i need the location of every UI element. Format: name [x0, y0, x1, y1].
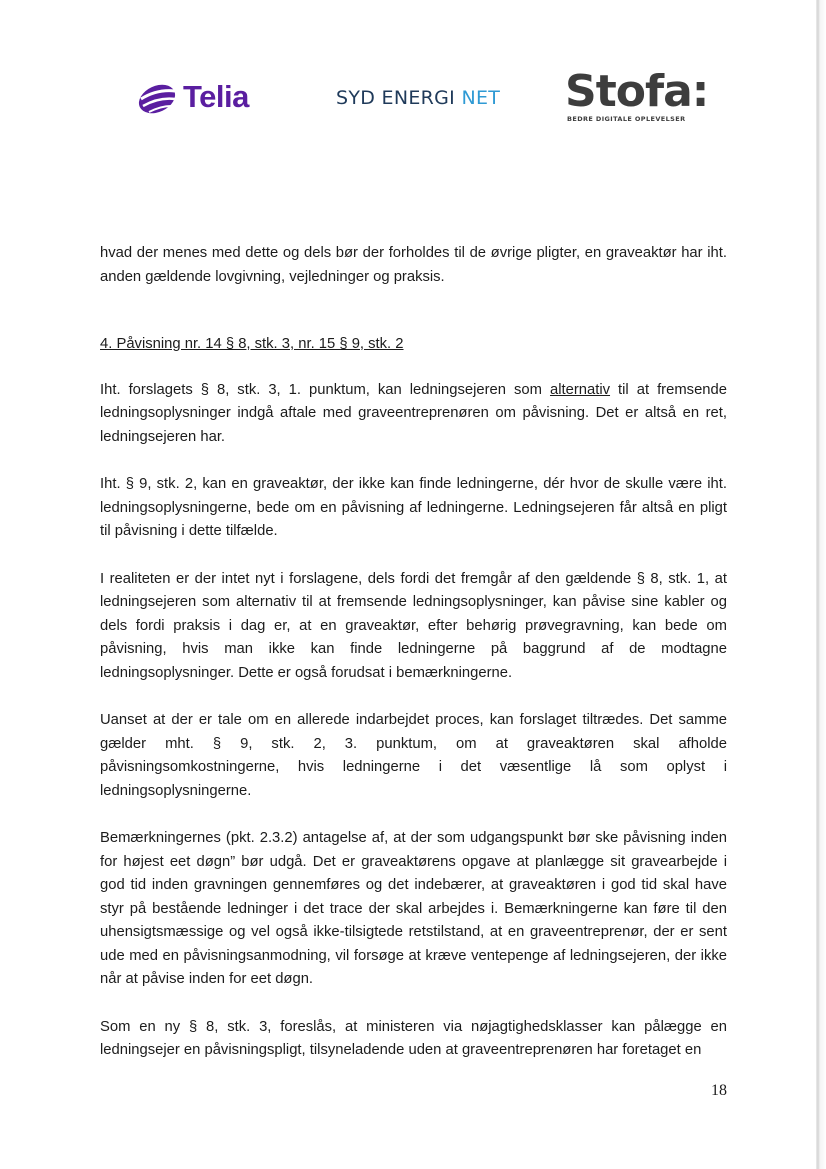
paragraph-6: Som en ny § 8, stk. 3, foreslås, at ministeren via nøjagtighedsklasser kan pålægge en ledningsejer en påvisningspligt, tilsyneladende uden at graveentreprenøren har foretaget en	[100, 1018, 727, 1058]
paragraph-1-before: Iht. forslagets § 8, stk. 3, 1. punktum, kan ledningsejeren som	[100, 381, 550, 398]
section-heading: 4. Påvisning nr. 14 § 8, stk. 3, nr. 15 § 9, stk. 2	[100, 336, 404, 352]
telia-wordmark: Telia	[183, 79, 249, 114]
syd-energi-net-logo	[336, 87, 500, 109]
paragraph-3: I realiteten er der intet nyt i forslagene, dels fordi det fremgår af den gældende § 8, stk. 1, at ledningsejeren som alternativ til at fremsende ledningsoplysninger, kan påvise sine kabler og dels fordi praksis i dag er, at en graveaktør, efter behørig prøvegravning, kan bede om påvisning, hvis man ikke kan finde ledningerne på baggrund af de modtagne ledningsoplysninger. Dette er også forudsat i bemærkningerne.	[100, 570, 727, 681]
telia-pebble-icon	[137, 77, 179, 119]
stofa-tagline: BEDRE DIGITALE OPLEVELSER	[567, 115, 686, 123]
telia-logo	[137, 75, 267, 125]
paragraph-1-underlined: alternativ	[549, 381, 611, 398]
syd-energi-wordmark: SYD ENERGI	[336, 87, 456, 109]
header-logos	[0, 0, 816, 140]
stofa-logo	[565, 66, 709, 123]
paragraph-4: Uanset at der er tale om en allerede indarbejdet proces, kan forslaget tiltrædes. Det samme gælder mht. § 9, stk. 2, 3. punktum, om at graveaktøren skal afholde påvisningsomkostningerne, hvis ledningerne i det væsentlige lå som oplyst i ledningsoplysningerne.	[100, 712, 727, 799]
page-number: 18	[711, 1082, 727, 1099]
paragraph-continuation: hvad der menes med dette og dels bør der forholdes til de øvrige pligter, en graveaktør har iht. anden gældende lovgivning, vejledninger og praksis.	[100, 245, 727, 285]
page-edge-shadow	[816, 0, 826, 1169]
stofa-wordmark: Stofa:	[565, 66, 709, 117]
paragraph-2: Iht. § 9, stk. 2, kan en graveaktør, der ikke kan finde ledningerne, dér hvor de skulle være iht. ledningsoplysningerne, bede om en påvisning af ledningerne. Ledningsejeren får altså en pligt til påvisning i dette tilfælde.	[100, 476, 727, 539]
paragraph-1-after: til at fremsende ledningsoplysninger indgå aftale med graveentreprenøren om påvisning. Det er altså en ret, ledningsejeren har.	[100, 381, 727, 445]
document-body	[100, 242, 727, 1087]
paragraph-1	[100, 379, 727, 450]
net-wordmark: NET	[461, 87, 501, 109]
paragraph-5: Bemærkningernes (pkt. 2.3.2) antagelse af, at der som udgangspunkt bør ske påvisning inden for højest eet døgn” bør udgå. Det er graveaktørens opgave at planlægge sit gravearbejde i god tid inden gravningen gennemføres og det indebærer, at graveaktøren i god tid skal have styr på bestående ledninger i det trace der skal arbejdes i. Bemærkningerne kan føre til den uhensigtsmæssige og vel også ikke-tilsigtede retstilstand, at en graveentreprenør, der er sent ude med en påvisningsanmodning, vil forsøge at kræve ventepenge af ledningsejeren, der ikke når at påvise inden for eet døgn.	[100, 830, 727, 987]
